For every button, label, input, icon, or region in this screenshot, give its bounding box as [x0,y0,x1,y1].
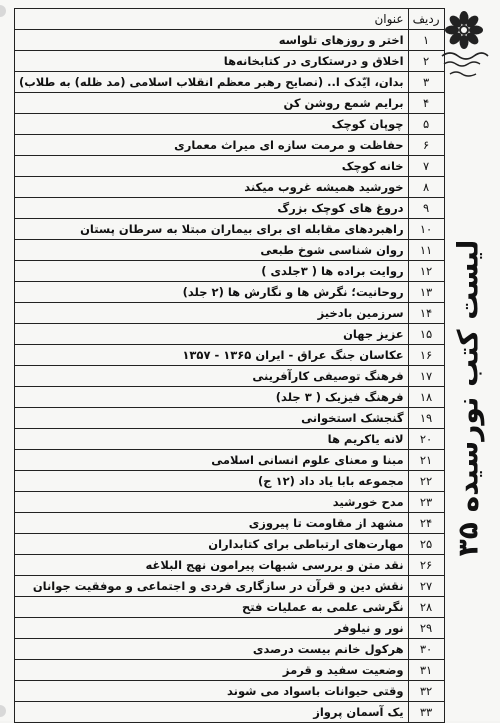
row-number: ۲۳ [408,492,444,513]
book-list-table [14,8,445,723]
table-row [15,324,445,345]
book-title: مجموعه بابا یاد داد (۱۲ ج) [15,471,409,492]
column-header-number: ردیف [408,9,444,30]
book-title: وضعیت سفید و قرمز [15,660,409,681]
book-title: عکاسان جنگ عراق - ایران ۱۳۶۵ - ۱۳۵۷ [15,345,409,366]
book-title: وقتی حیوانات باسواد می شوند [15,681,409,702]
table-row [15,681,445,702]
row-number: ۲۰ [408,429,444,450]
row-number: ۱ [408,30,444,51]
table-row [15,303,445,324]
table-row [15,240,445,261]
table-row [15,576,445,597]
row-number: ۳۳ [408,702,444,723]
book-title: اختر و روزهای تلواسه [15,30,409,51]
table-row [15,93,445,114]
row-number: ۱۰ [408,219,444,240]
book-title: عزیز جهان [15,324,409,345]
row-number: ۲۵ [408,534,444,555]
punch-hole [0,5,6,17]
table-row [15,366,445,387]
page-title: لیست کتب نورسیده ۳۵ [451,239,485,557]
table-row [15,198,445,219]
row-number: ۲۸ [408,597,444,618]
table-row [15,261,445,282]
book-title: هرکول خانم بیست درصدی [15,639,409,660]
row-number: ۸ [408,177,444,198]
row-number: ۵ [408,114,444,135]
book-title: فرهنگ فیزیک ( ۳ جلد) [15,387,409,408]
table-row [15,534,445,555]
book-title: روان شناسی شوخ طبعی [15,240,409,261]
table-row [15,156,445,177]
table-row [15,51,445,72]
table-header-row [15,9,445,30]
punch-hole [0,705,6,717]
table-row [15,219,445,240]
row-number: ۲۲ [408,471,444,492]
table-row [15,639,445,660]
book-title: بدان، ایّدک ا.. (نصایح رهبر معظم انقلاب اسلامی (مد ظله) به طلاب) [15,72,409,93]
table-row [15,408,445,429]
table-row [15,345,445,366]
book-title: اخلاق و درستکاری در کتابخانه‌ها [15,51,409,72]
table-row [15,114,445,135]
row-number: ۱۴ [408,303,444,324]
row-number: ۱۳ [408,282,444,303]
row-number: ۱۲ [408,261,444,282]
row-number: ۱۵ [408,324,444,345]
book-title: مشهد از مقاومت تا پیروزی [15,513,409,534]
table-row [15,429,445,450]
book-title: نگرشی علمی به عملیات فتح [15,597,409,618]
table-row [15,30,445,51]
table-row [15,492,445,513]
row-number: ۱۷ [408,366,444,387]
book-title: فرهنگ توصیفی کارآفرینی [15,366,409,387]
book-title: برایم شمع روشن کن [15,93,409,114]
row-number: ۱۶ [408,345,444,366]
row-number: ۲۶ [408,555,444,576]
table-row [15,450,445,471]
book-title: مبنا و معنای علوم انسانی اسلامی [15,450,409,471]
table-row [15,177,445,198]
row-number: ۳۱ [408,660,444,681]
book-title: خانه کوچک [15,156,409,177]
table-row [15,471,445,492]
book-title: نقش دین و قرآن در سازگاری فردی و اجتماعی و موفقیت جوانان [15,576,409,597]
book-title: یک آسمان پرواز [15,702,409,723]
book-title: دروغ های کوچک بزرگ [15,198,409,219]
column-header-title: عنوان [15,9,409,30]
row-number: ۹ [408,198,444,219]
book-title: مهارت‌های ارتباطی برای کتابداران [15,534,409,555]
row-number: ۳ [408,72,444,93]
book-title: نقد متن و بررسی شبهات پیرامون نهج البلاغه [15,555,409,576]
row-number: ۱۱ [408,240,444,261]
row-number: ۲۷ [408,576,444,597]
row-number: ۲۴ [408,513,444,534]
table-row [15,597,445,618]
book-title: راهبردهای مقابله ای برای بیماران مبتلا به سرطان پستان [15,219,409,240]
table-row [15,282,445,303]
table-row [15,72,445,93]
row-number: ۱۸ [408,387,444,408]
book-title: روحانیت؛ نگرش ها و نگارش ها (۲ جلد) [15,282,409,303]
book-title: نور و نیلوفر [15,618,409,639]
table-row [15,387,445,408]
table-row [15,555,445,576]
book-title: روایت براده ها ( ۳جلدی ) [15,261,409,282]
book-title: لانه یاکریم ها [15,429,409,450]
book-title: چوپان کوچک [15,114,409,135]
table-row [15,135,445,156]
book-title: گنجشک استخوانی [15,408,409,429]
table-row [15,660,445,681]
row-number: ۲ [408,51,444,72]
row-number: ۳۲ [408,681,444,702]
row-number: ۳۰ [408,639,444,660]
book-title: سرزمین بادخیز [15,303,409,324]
punch-holes [0,0,8,721]
row-number: ۷ [408,156,444,177]
row-number: ۱۹ [408,408,444,429]
row-number: ۶ [408,135,444,156]
row-number: ۲۱ [408,450,444,471]
table-row [15,513,445,534]
table-row [15,618,445,639]
book-title: خورشید همیشه غروب میکند [15,177,409,198]
table-body [15,30,445,723]
row-number: ۲۹ [408,618,444,639]
book-title: مدح خورشید [15,492,409,513]
table-row [15,702,445,723]
row-number: ۴ [408,93,444,114]
book-title: حفاظت و مرمت سازه ای میراث معماری [15,135,409,156]
